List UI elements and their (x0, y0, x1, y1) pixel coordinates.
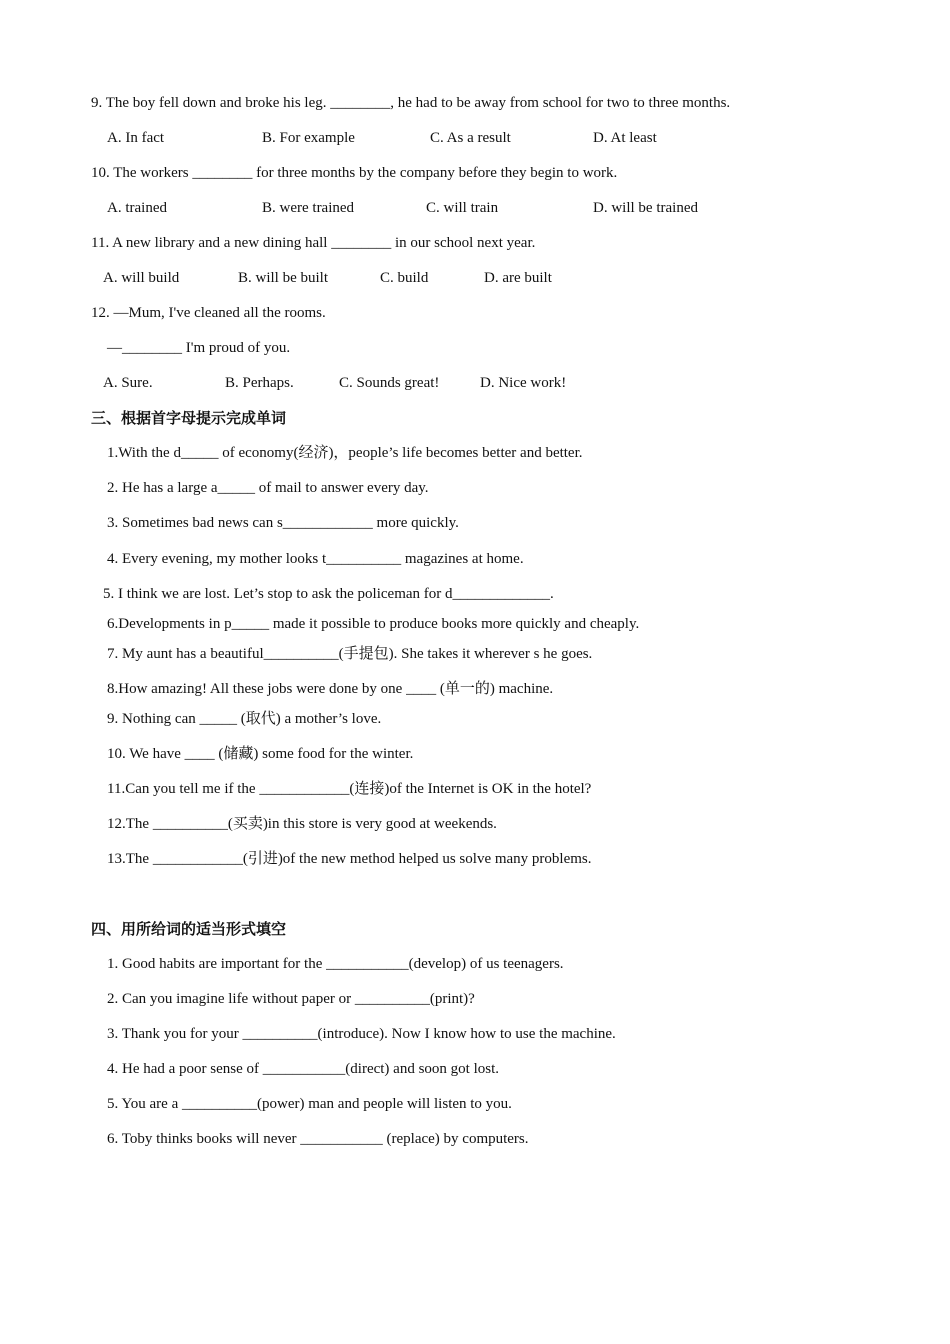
question-11-option-a: A. will build (103, 270, 180, 286)
section-3-item-6: 6.Developments in p_____ made it possible to produce books more quickly and cheaply. (107, 616, 640, 632)
question-11-option-d: D. are built (484, 270, 552, 286)
question-12-reply: —________ I'm proud of you. (107, 340, 291, 356)
section-4-item-3: 3. Thank you for your __________(introduce). Now I know how to use the machine. (107, 1026, 616, 1042)
question-12-stem: 12. —Mum, I've cleaned all the rooms. (91, 305, 326, 321)
section-3-item-7: 7. My aunt has a beautiful__________(手提包). She takes it wherever s he goes. (107, 646, 593, 662)
section-3-item-12: 12.The __________(买卖)in this store is very good at weekends. (107, 816, 497, 832)
question-9-option-d: D. At least (593, 130, 657, 146)
section-3-item-13: 13.The ____________(引进)of the new method helped us solve many problems. (107, 851, 592, 867)
section-3-item-4: 4. Every evening, my mother looks t__________ magazines at home. (107, 551, 524, 567)
section-3-item-1: 1.With the d_____ of economy(经济)，people’s life becomes better and better. (107, 445, 583, 461)
section-3-item-9: 9. Nothing can _____ (取代) a mother’s love. (107, 711, 382, 727)
section-3-item-3: 3. Sometimes bad news can s____________ more quickly. (107, 515, 459, 531)
question-12-option-a: A. Sure. (103, 375, 153, 391)
question-12-option-d: D. Nice work! (480, 375, 567, 391)
section-4-item-6: 6. Toby thinks books will never ___________ (replace) by computers. (107, 1131, 529, 1147)
section-4-title: 四、用所给词的适当形式填空 (91, 920, 287, 938)
section-4-item-2: 2. Can you imagine life without paper or __________(print)? (107, 991, 475, 1007)
question-12-option-b: B. Perhaps. (225, 375, 294, 391)
section-4-item-1: 1. Good habits are important for the ___________(develop) of us teenagers. (107, 956, 564, 972)
section-4-item-4: 4. He had a poor sense of ___________(direct) and soon got lost. (107, 1061, 500, 1077)
section-3-item-11: 11.Can you tell me if the ____________(连接)of the Internet is OK in the hotel? (107, 781, 592, 797)
question-10-option-a: A. trained (107, 200, 167, 216)
section-3-item-10: 10. We have ____ (储藏) some food for the winter. (107, 746, 414, 762)
question-12-option-c: C. Sounds great! (339, 375, 440, 391)
question-10-stem: 10. The workers ________ for three months by the company before they begin to work. (91, 165, 618, 181)
question-9-option-c: C. As a result (430, 130, 511, 146)
section-3-item-5: 5. I think we are lost. Let’s stop to ask the policeman for d_____________. (103, 586, 554, 602)
question-11-option-b: B. will be built (238, 270, 328, 286)
question-9-option-b: B. For example (262, 130, 355, 146)
question-10-option-b: B. were trained (262, 200, 355, 216)
question-9-stem: 9. The boy fell down and broke his leg. ________, he had to be away from school for two to three months. (91, 95, 731, 111)
question-11-option-c: C. build (380, 270, 429, 286)
question-11-stem: 11. A new library and a new dining hall ________ in our school next year. (91, 235, 536, 251)
section-3-item-8: 8.How amazing! All these jobs were done by one ____ (单一的) machine. (107, 681, 554, 697)
question-10-option-c: C. will train (426, 200, 499, 216)
section-3-title: 三、根据首字母提示完成单词 (91, 409, 287, 427)
section-3-item-2: 2. He has a large a_____ of mail to answer every day. (107, 480, 429, 496)
section-4-item-5: 5. You are a __________(power) man and people will listen to you. (107, 1096, 512, 1112)
question-10-option-d: D. will be trained (593, 200, 698, 216)
question-9-option-a: A. In fact (107, 130, 165, 146)
